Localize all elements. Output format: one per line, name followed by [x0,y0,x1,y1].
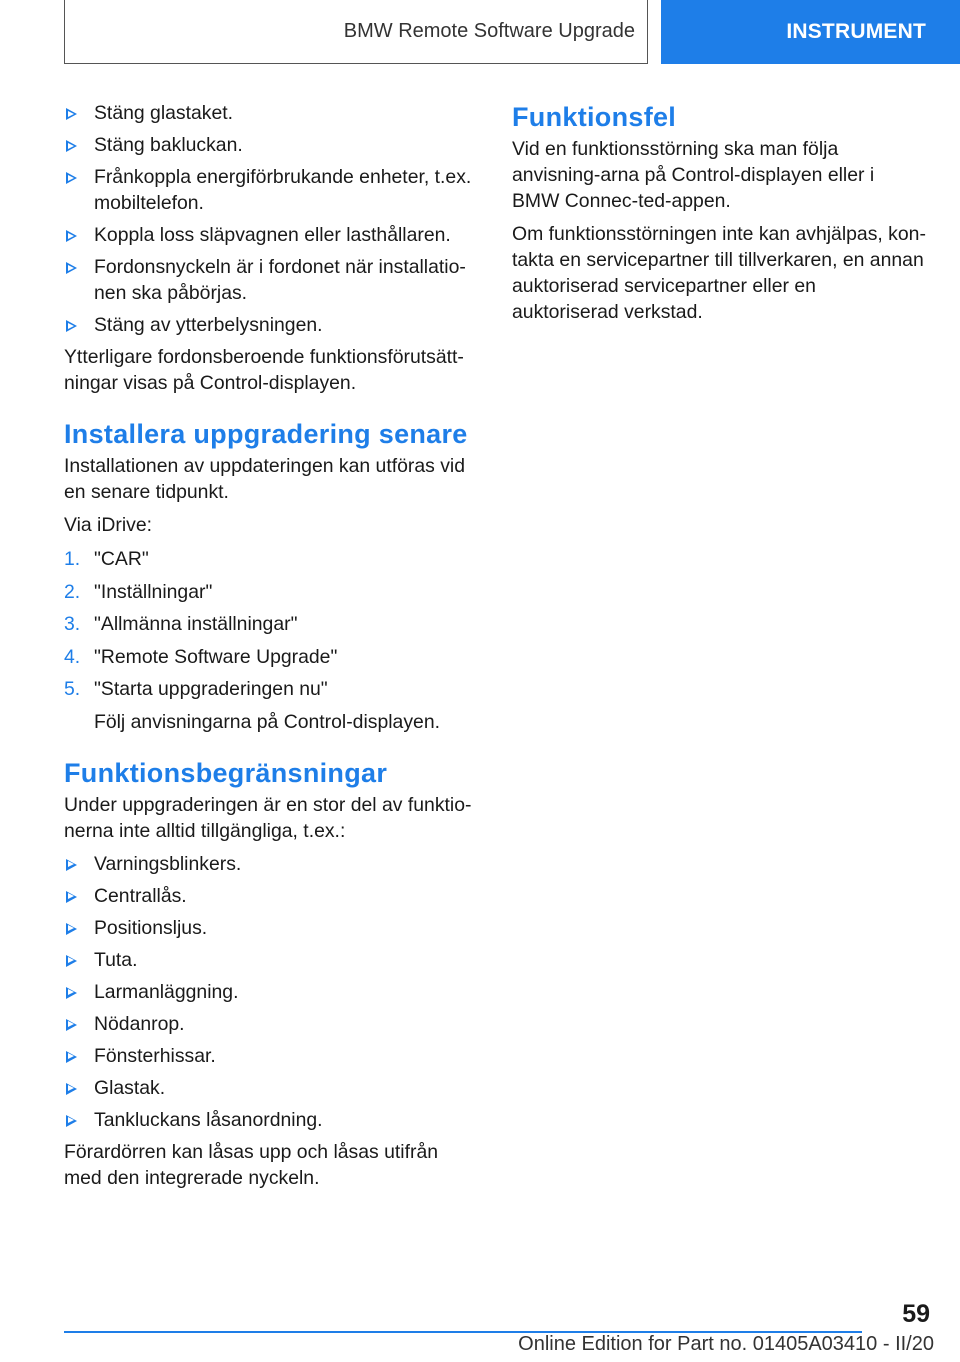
triangle-bullet-icon [66,955,77,967]
list-item: Glastak. [64,1075,472,1101]
body-paragraph: Vid en funktionsstörning ska man följa anvisning‐arna på Control-displayen eller i BMW Connec‐ted-appen. [512,138,875,212]
left-column [64,100,472,1198]
list-item: Stäng av ytterbelysningen. [64,312,472,338]
list-item: Tankluckans låsanordning. [64,1107,472,1133]
step-item: 4. "Remote Software Upgrade" [64,645,338,668]
idrive-steps [64,546,472,702]
chapter-tab [661,0,960,64]
list-item: Koppla loss släpvagnen eller lasthållaren. [64,222,472,248]
list-item: Tuta. [64,947,472,973]
triangle-bullet-icon [66,140,77,152]
step-note: Följ anvisningarna på Control-displayen. [94,710,440,733]
footer-edition: Online Edition for Part no. 01405A03410 - II/20 [518,1333,934,1355]
triangle-bullet-icon [66,859,77,871]
list-item: Fordonsnyckeln är i fordonet när installatio‐nen ska påbörjas. [64,254,472,306]
body-paragraph: Ytterligare fordonsberoende funktionsförutsätt‐ningar visas på Control-displayen. [64,346,464,394]
triangle-bullet-icon [66,891,77,903]
triangle-bullet-icon [66,230,77,242]
step-item: 1. "CAR" [64,548,149,570]
triangle-bullet-icon [66,320,77,332]
section-title: BMW Remote Software Upgrade [343,20,635,42]
page-number: 59 [902,1300,930,1328]
step-item: 3. "Allmänna inställningar" [64,613,298,635]
precondition-list [64,100,472,338]
limits-list [64,851,472,1133]
heading-function-limits: Funktionsbegränsningar [64,757,388,788]
list-item: Nödanrop. [64,1011,472,1037]
chapter-title: INSTRUMENT [786,20,926,43]
triangle-bullet-icon [66,172,77,184]
triangle-bullet-icon [66,1115,77,1127]
heading-malfunction: Funktionsfel [512,102,677,132]
list-item: Centrallås. [64,883,472,909]
body-paragraph: Om funktionsstörningen inte kan avhjälpas, kon‐takta en servicepartner till tillverkaren, en annan auktoriserad servicepartner eller en auktoriserad verkstad. [512,223,926,323]
list-item: Stäng bakluckan. [64,132,472,158]
step-item: 5. "Starta uppgraderingen nu" [64,678,328,700]
list-item: Larmanläggning. [64,979,472,1005]
triangle-bullet-icon [66,987,77,999]
triangle-bullet-icon [66,1083,77,1095]
triangle-bullet-icon [66,108,77,120]
via-idrive-label: Via iDrive: [64,514,153,536]
body-paragraph: Förardörren kan låsas upp och låsas utifrån med den integrerade nyckeln. [64,1140,439,1189]
list-item: Varningsblinkers. [64,851,472,877]
step-item: 2. "Inställningar" [64,580,213,603]
body-paragraph: Under uppgraderingen är en stor del av funktio‐nerna inte alltid tillgängliga, t.ex.: [64,793,472,842]
running-header-section [64,0,648,64]
triangle-bullet-icon [66,1019,77,1031]
triangle-bullet-icon [66,262,77,274]
list-item: Fönsterhissar. [64,1043,472,1069]
triangle-bullet-icon [66,923,77,935]
right-column [512,100,926,332]
body-paragraph: Installationen av uppdateringen kan utföras vid en senare tidpunkt. [64,455,466,503]
list-item: Stäng glastaket. [64,100,472,126]
list-item: Frånkoppla energiförbrukande enheter, t.ex. mobiltelefon. [64,164,472,216]
list-item: Positionsljus. [64,915,472,941]
heading-install-later: Installera uppgradering senare [64,419,468,449]
triangle-bullet-icon [66,1051,77,1063]
